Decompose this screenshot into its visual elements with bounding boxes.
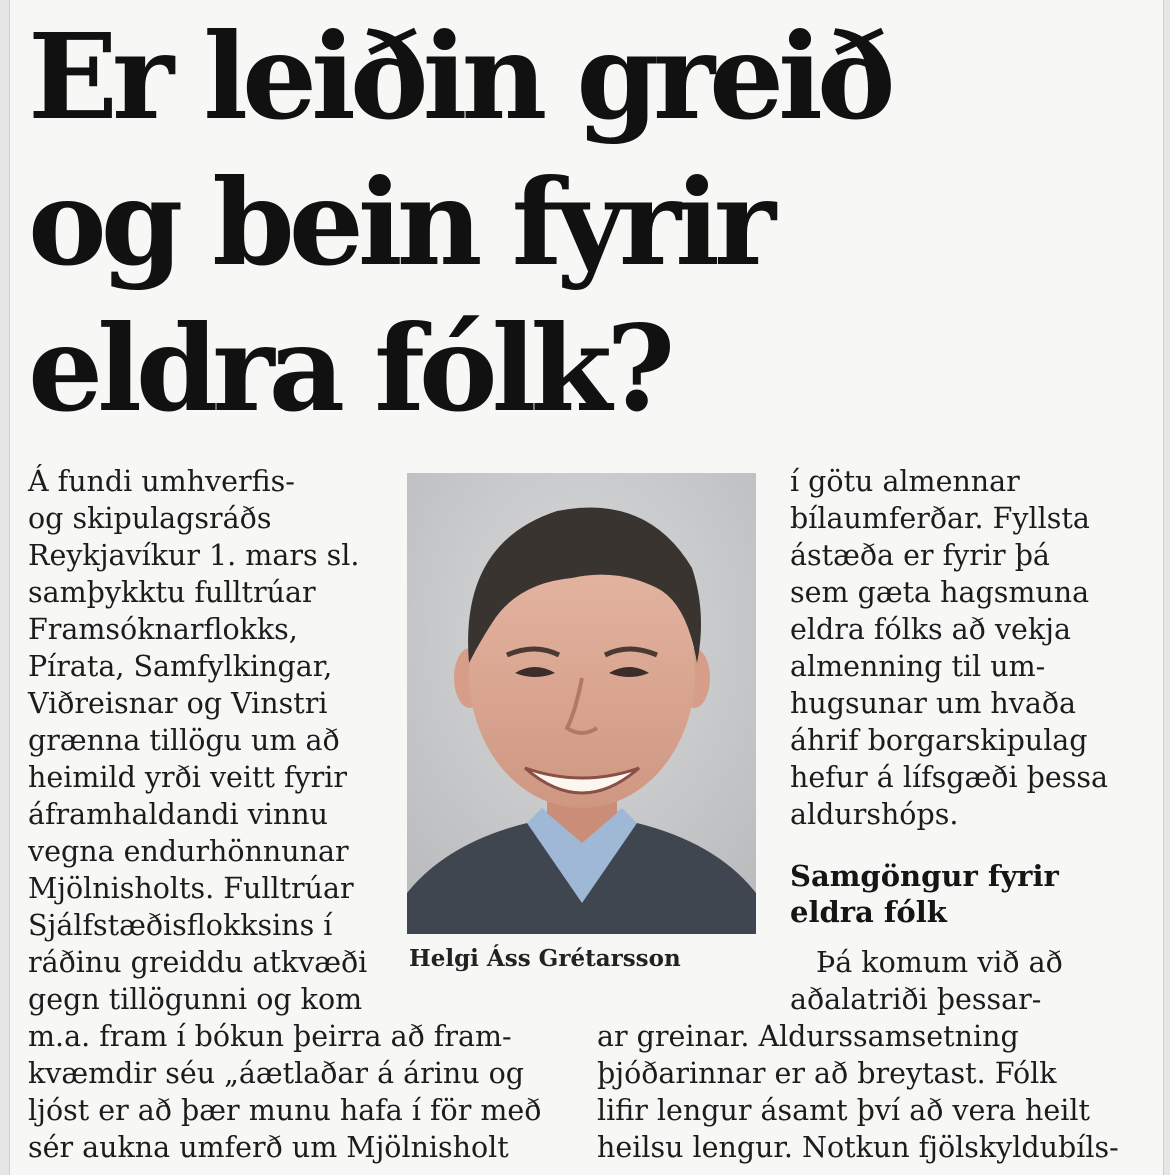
body-line: heilsu lengur. Notkun fjölskyldubíls-: [597, 1131, 1119, 1164]
body-line: heimild yrði veitt fyrir: [28, 761, 348, 794]
body-line: aldurshóps.: [790, 798, 959, 831]
body-line: samþykktu fulltrúar: [28, 576, 316, 609]
body-line: bílaumferðar. Fyllsta: [790, 502, 1090, 535]
author-portrait-illustration: [407, 473, 756, 934]
article-headline: [28, 4, 928, 442]
body-line: Reykjavíkur 1. mars sl.: [28, 539, 360, 572]
body-line: ar greinar. Aldurssamsetning: [597, 1020, 1019, 1053]
body-line: sér aukna umferð um Mjölnisholt: [28, 1131, 509, 1164]
page-left-edge: [0, 0, 10, 1175]
body-line: vegna endurhönnunar: [28, 835, 349, 868]
body-line: áframhaldandi vinnu: [28, 798, 328, 831]
body-line: almenning til um-: [790, 650, 1046, 683]
article-column-1-continued: [28, 1018, 588, 1166]
body-line: Viðreisnar og Vinstri: [28, 687, 328, 720]
body-line: ljóst er að þær munu hafa í för með: [28, 1094, 542, 1127]
body-line: sem gæta hagsmuna: [790, 576, 1090, 609]
body-line: ástæða er fyrir þá: [790, 539, 1050, 572]
article-column-3-continued: [790, 944, 1160, 1018]
body-line: kvæmdir séu „áætlaðar á árinu og: [28, 1057, 525, 1090]
body-line: Mjölnisholts. Fulltrúar: [28, 872, 354, 905]
body-line: Sjálfstæðisflokksins í: [28, 909, 333, 942]
headline-line-1: Er leiðin greið: [28, 7, 890, 146]
body-line: og skipulagsráðs: [28, 502, 272, 535]
body-line: þjóðarinnar er að breytast. Fólk: [597, 1057, 1057, 1090]
body-line: gegn tillögunni og kom: [28, 983, 363, 1016]
headline-line-3: eldra fólk?: [28, 299, 670, 438]
subheading-line-1: Samgöngur fyrir: [790, 859, 1059, 893]
subheading-line-2: eldra fólk: [790, 895, 947, 929]
page-right-edge: [1163, 0, 1170, 1175]
section-subheading: [790, 858, 1059, 930]
body-line: hugsunar um hvaða: [790, 687, 1077, 720]
body-line: í götu almennar: [790, 465, 1020, 498]
article-column-1: [28, 463, 388, 1018]
headline-line-2: og bein fyrir: [28, 153, 771, 292]
body-line: hefur á lífsgæði þessa: [790, 761, 1108, 794]
author-photo: [407, 473, 756, 934]
body-line: Pírata, Samfylkingar,: [28, 650, 333, 683]
body-line: eldra fólks að vekja: [790, 613, 1071, 646]
body-line: Þá komum við að: [816, 946, 1063, 979]
body-line: lifir lengur ásamt því að vera heilt: [597, 1094, 1090, 1127]
body-line: Framsóknarflokks,: [28, 613, 298, 646]
body-line: Á fundi umhverfis-: [28, 465, 295, 498]
body-line: m.a. fram í bókun þeirra að fram-: [28, 1020, 512, 1053]
article-column-3: [790, 463, 1160, 833]
body-line: ráðinu greiddu atkvæði: [28, 946, 368, 979]
article-column-2-continued: [597, 1018, 1157, 1166]
body-line: áhrif borgarskipulag: [790, 724, 1088, 757]
body-line: aðalatriði þessar-: [790, 983, 1042, 1016]
body-line: grænna tillögu um að: [28, 724, 340, 757]
photo-caption: Helgi Áss Grétarsson: [409, 945, 681, 972]
